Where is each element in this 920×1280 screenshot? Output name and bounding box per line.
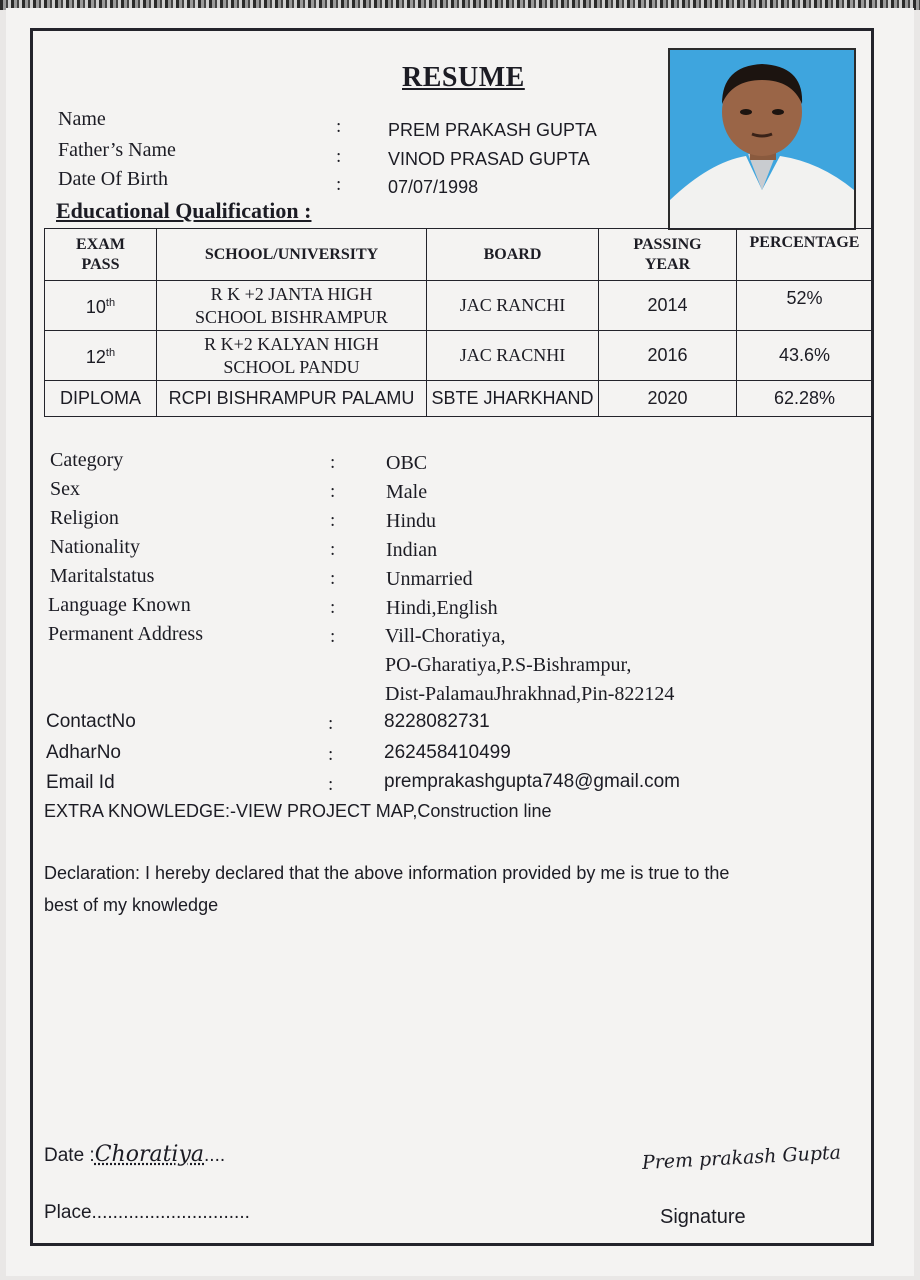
dob-label: Date Of Birth bbox=[58, 168, 168, 190]
nationality-label: Nationality bbox=[50, 536, 140, 558]
header-line: EXAM bbox=[76, 235, 125, 253]
colon: : bbox=[330, 568, 336, 589]
header-exam-pass bbox=[45, 229, 157, 281]
dob-value: 07/07/1998 bbox=[388, 177, 479, 197]
year-cell: 2020 bbox=[599, 381, 737, 417]
email-label: Email Id bbox=[46, 772, 115, 793]
percentage-cell: 52% bbox=[737, 281, 873, 331]
header-percentage: PERCENTAGE bbox=[737, 229, 873, 281]
exam-cell bbox=[45, 281, 157, 331]
header-line: YEAR bbox=[644, 255, 691, 273]
sex-value: Male bbox=[386, 481, 428, 503]
table-row bbox=[45, 281, 873, 331]
marital-status-value: Unmarried bbox=[386, 568, 473, 590]
sex-label: Sex bbox=[50, 478, 80, 500]
school-line: SCHOOL PANDU bbox=[223, 356, 360, 377]
contact-label: ContactNo bbox=[46, 711, 136, 732]
education-heading: Educational Qualification : bbox=[56, 198, 312, 223]
religion-label: Religion bbox=[50, 507, 119, 529]
nationality-value: Indian bbox=[386, 539, 438, 561]
language-label: Language Known bbox=[48, 594, 191, 616]
school-line: R K+2 KALYAN HIGH bbox=[204, 333, 379, 354]
aadhaar-value: 262458410499 bbox=[384, 742, 511, 763]
school-cell bbox=[157, 281, 427, 331]
portrait-image bbox=[670, 50, 854, 228]
name-label: Name bbox=[58, 108, 106, 130]
board-cell: SBTE JHARKHAND bbox=[427, 381, 599, 417]
board-cell: JAC RACNHI bbox=[427, 331, 599, 381]
colon: : bbox=[336, 146, 342, 167]
exam-suffix: th bbox=[105, 297, 116, 309]
school-line: R K +2 JANTA HIGH bbox=[210, 283, 373, 304]
religion-value: Hindu bbox=[386, 510, 436, 532]
qualification-table bbox=[44, 228, 873, 417]
handwritten-signature: Prem prakash Gupta bbox=[641, 1141, 842, 1174]
declaration-line: Declaration: I hereby declared that the above information provided by me is true to the bbox=[44, 863, 730, 883]
declaration-line: best of my knowledge bbox=[44, 895, 219, 915]
table-row bbox=[45, 381, 873, 417]
exam-cell bbox=[45, 331, 157, 381]
school-cell: RCPI BISHRAMPUR PALAMU bbox=[157, 381, 427, 417]
colon: : bbox=[328, 744, 334, 765]
extra-knowledge: EXTRA KNOWLEDGE:-VIEW PROJECT MAP,Construction line bbox=[44, 801, 552, 821]
resume-title: RESUME bbox=[402, 62, 525, 93]
header-board: BOARD bbox=[427, 229, 599, 281]
table-row bbox=[45, 331, 873, 381]
date-label: Date : bbox=[44, 1145, 95, 1166]
board-cell: JAC RANCHI bbox=[427, 281, 599, 331]
signature-label: Signature bbox=[660, 1206, 746, 1228]
school-line: SCHOOL BISHRAMPUR bbox=[195, 306, 388, 327]
exam-value: DIPLOMA bbox=[59, 388, 142, 408]
place-field bbox=[44, 1202, 250, 1224]
contact-value: 8228082731 bbox=[384, 711, 490, 732]
colon: : bbox=[330, 452, 336, 473]
percentage-cell: 62.28% bbox=[737, 381, 873, 417]
marital-status-label: Maritalstatus bbox=[50, 565, 155, 587]
email-value: premprakashgupta748@gmail.com bbox=[384, 771, 680, 792]
exam-suffix: th bbox=[105, 347, 116, 359]
colon: : bbox=[330, 481, 336, 502]
colon: : bbox=[328, 774, 334, 795]
aadhaar-label: AdharNo bbox=[46, 742, 121, 763]
exam-value: 12 bbox=[85, 347, 106, 367]
colon: : bbox=[330, 539, 336, 560]
place-dots: .............................. bbox=[91, 1202, 250, 1223]
colon: : bbox=[336, 116, 342, 137]
colon: : bbox=[336, 174, 342, 195]
percentage-cell: 43.6% bbox=[737, 331, 873, 381]
name-value: PREM PRAKASH GUPTA bbox=[388, 120, 597, 140]
fathers-name-value: VINOD PRASAD GUPTA bbox=[388, 149, 590, 169]
header-line: PASS bbox=[81, 255, 120, 273]
profile-photo bbox=[668, 48, 856, 230]
fathers-name-label: Father’s Name bbox=[58, 139, 176, 161]
address-line: PO-Gharatiya,P.S-Bishrampur, bbox=[385, 654, 632, 676]
date-field bbox=[44, 1142, 225, 1167]
address-label: Permanent Address bbox=[48, 623, 203, 645]
header-line: PASSING bbox=[633, 235, 702, 253]
place-label: Place bbox=[44, 1202, 92, 1223]
colon: : bbox=[330, 510, 336, 531]
header-passing-year bbox=[599, 229, 737, 281]
category-label: Category bbox=[50, 449, 124, 471]
exam-cell bbox=[45, 381, 157, 417]
address-line: Dist-PalamauJhrakhnad,Pin-822124 bbox=[385, 683, 675, 705]
category-value: OBC bbox=[386, 452, 428, 474]
date-handwriting: Choratiya bbox=[94, 1142, 205, 1167]
colon: : bbox=[330, 626, 336, 647]
language-value: Hindi,English bbox=[386, 597, 498, 619]
colon: : bbox=[330, 597, 336, 618]
school-cell bbox=[157, 331, 427, 381]
header-school-university: SCHOOL/UNIVERSITY bbox=[157, 229, 427, 281]
year-cell: 2014 bbox=[599, 281, 737, 331]
year-cell: 2016 bbox=[599, 331, 737, 381]
table-header-row bbox=[45, 229, 873, 281]
address-line: Vill-Choratiya, bbox=[385, 625, 506, 647]
exam-value: 10 bbox=[85, 297, 106, 317]
date-dots: .... bbox=[204, 1145, 226, 1166]
colon: : bbox=[328, 713, 334, 734]
